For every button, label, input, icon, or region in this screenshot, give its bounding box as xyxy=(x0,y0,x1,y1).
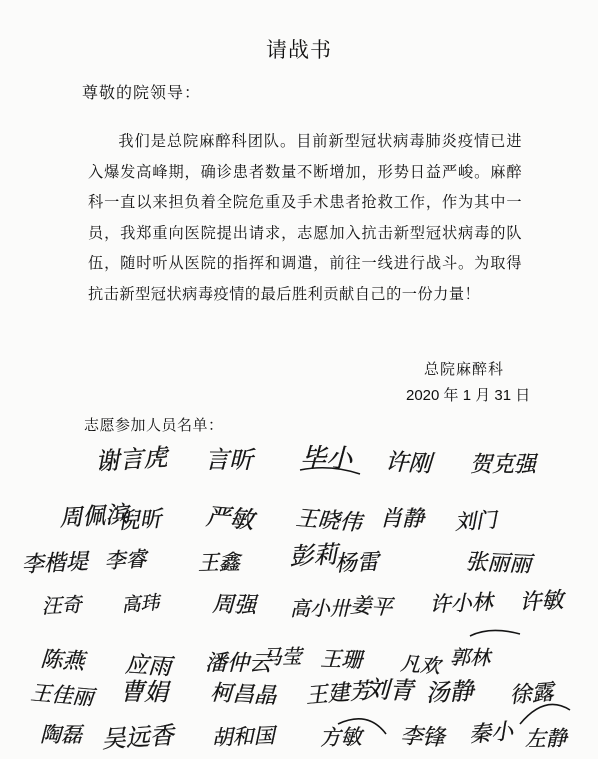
handwritten-signature: 潘仲云 xyxy=(204,650,272,677)
handwritten-signature: 高玮 xyxy=(120,591,161,617)
handwritten-signature: 陈燕 xyxy=(39,647,86,675)
signature-date: 2020 年 1 月 31 日 xyxy=(406,387,531,404)
signature-flourish xyxy=(470,630,520,636)
handwritten-signature: 王建芳 xyxy=(304,678,373,710)
handwritten-signature: 王晓伟 xyxy=(294,506,363,537)
handwritten-signature: 应雨 xyxy=(124,651,172,681)
handwritten-signature: 陶磊 xyxy=(39,722,83,747)
handwritten-signature: 周佩滨 xyxy=(58,501,130,532)
handwritten-signature: 杨雷 xyxy=(334,550,380,578)
handwritten-signature: 姜平 xyxy=(349,592,394,620)
handwritten-signature: 左静 xyxy=(524,726,568,751)
handwritten-signature: 彭莉 xyxy=(288,540,339,571)
handwritten-signature: 李锋 xyxy=(399,723,446,752)
volunteer-list-label: 志愿参加人员名单： xyxy=(84,416,224,434)
salutation: 尊敬的院领导： xyxy=(82,83,202,102)
handwritten-signature: 王珊 xyxy=(319,646,363,673)
handwritten-signature: 刘门 xyxy=(453,507,498,535)
handwritten-signature: 张丽丽 xyxy=(464,549,532,578)
handwritten-signature: 曹娟 xyxy=(119,677,169,707)
signature-flourish xyxy=(520,704,570,724)
handwritten-signature: 柯昌晶 xyxy=(209,680,277,710)
handwritten-signature: 严敏 xyxy=(204,502,255,535)
handwritten-signature: 贺克强 xyxy=(470,452,537,478)
handwritten-signature: 汤静 xyxy=(425,677,475,708)
body-paragraph: 我们是总院麻醉科团队。目前新型冠状病毒肺炎疫情已进入爆发高峰期，确诊患者数量不断增加，形势日益严峻。麻醉科一直以来担负着全院危重及手术患者抢救工作，作为其中一员，我郑重向医院提出请求，志愿加入抗击新型冠状病毒的队伍，随时听从医院的指挥和调遣，前往一线进行战斗。为取得抗击新型冠状病毒疫情的最后胜利贡献自己的一份力量！ xyxy=(88,132,522,303)
handwritten-signature: 言昕 xyxy=(204,445,254,475)
handwritten-signature: 汪奇 xyxy=(41,592,83,619)
handwritten-signature: 毕小 xyxy=(299,443,353,475)
handwritten-signature: 李睿 xyxy=(103,546,148,574)
signature-department: 总院麻醉科 xyxy=(424,360,505,378)
handwritten-signature: 许敏 xyxy=(518,588,565,616)
handwritten-signature: 王佳丽 xyxy=(29,680,95,710)
handwritten-signature: 倪昕 xyxy=(116,507,163,535)
handwritten-signature: 许小林 xyxy=(429,589,494,617)
handwritten-signature: 王鑫 xyxy=(197,550,241,576)
document-title: 请战书 xyxy=(266,38,332,62)
handwritten-signature: 高小卅 xyxy=(289,596,351,621)
handwritten-signature: 郭林 xyxy=(449,645,491,670)
handwritten-signature: 谢言虎 xyxy=(94,443,169,476)
handwritten-signature: 吴远香 xyxy=(100,721,175,754)
handwritten-signature: 徐露 xyxy=(508,680,555,709)
handwritten-signature: 马莹 xyxy=(261,644,303,670)
handwritten-signature: 周强 xyxy=(211,592,257,619)
handwritten-signature: 李楷堤 xyxy=(21,549,89,578)
handwritten-signature: 许刚 xyxy=(384,449,432,478)
handwritten-signature: 秦小 xyxy=(468,719,515,749)
handwritten-signature: 凡欢 xyxy=(399,650,442,679)
handwritten-signature: 肖静 xyxy=(379,506,425,532)
handwritten-signature: 方敏 xyxy=(319,724,363,750)
handwritten-signature: 胡和国 xyxy=(211,723,276,750)
handwritten-signature: 刘青 xyxy=(364,675,414,705)
